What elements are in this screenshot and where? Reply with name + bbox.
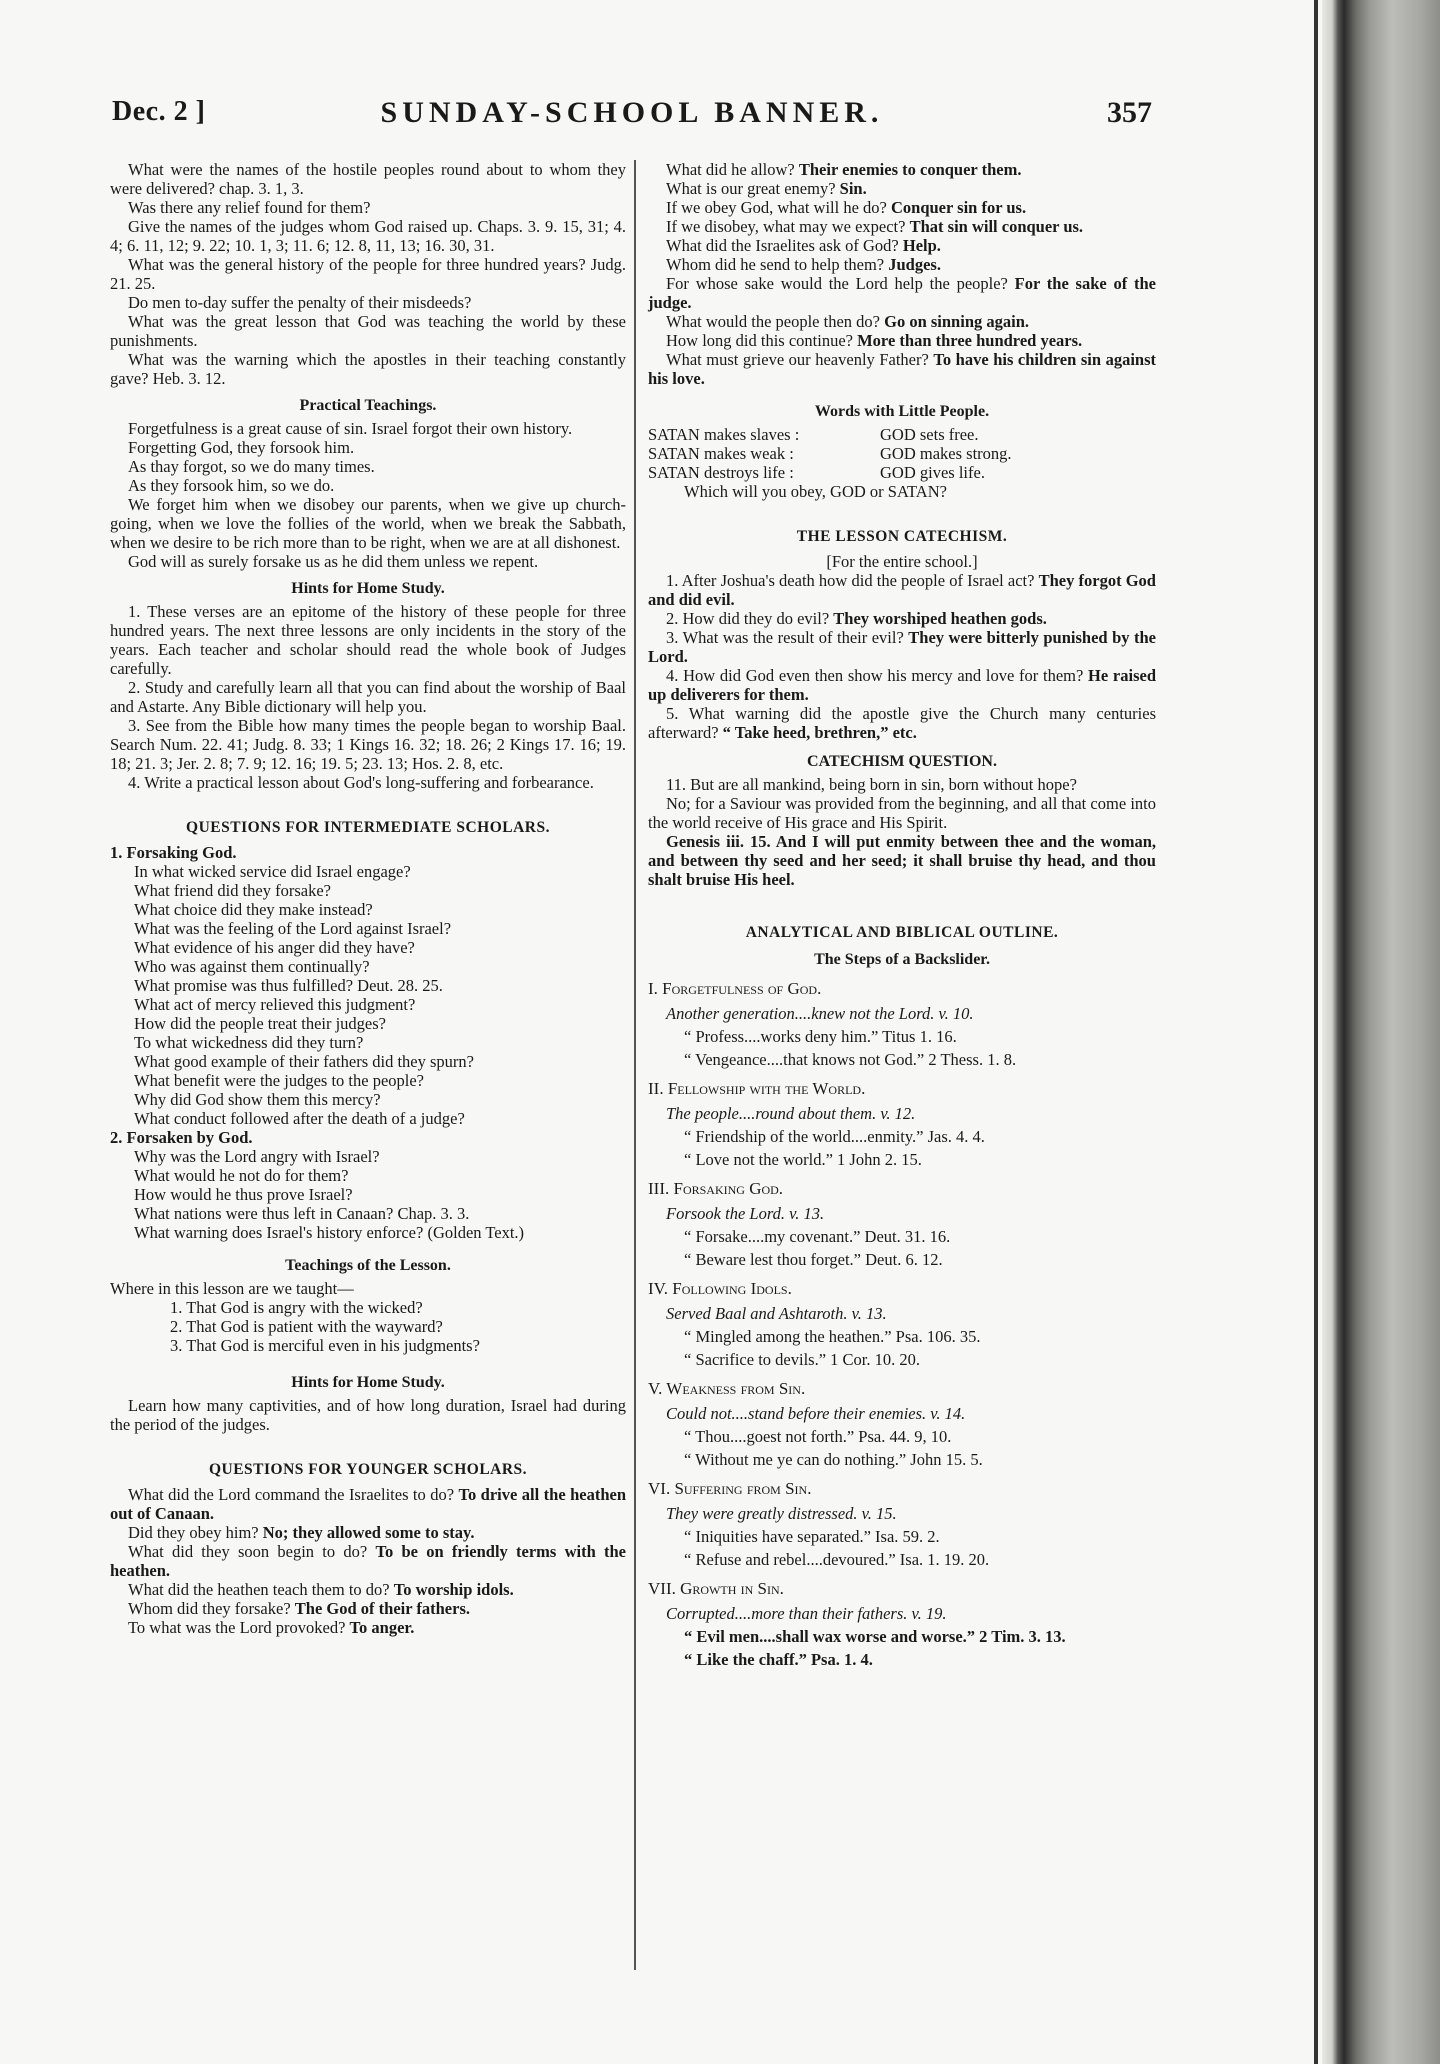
outline-quote: “ Without me ye can do nothing.” John 15. 5. — [684, 1450, 983, 1469]
paragraph: Forgetfulness is a great cause of sin. Israel forgot their own history. — [128, 419, 573, 438]
section-heading: QUESTIONS FOR YOUNGER SCHOLARS. — [208, 1461, 528, 1478]
paragraph: Where in this lesson are we taught— — [110, 1279, 354, 1298]
paragraph: No; for a Saviour was provided from the beginning, and all that come into the world receive of His grace and His Spirit. — [648, 794, 1156, 832]
question-text: What did he allow? — [666, 160, 795, 179]
question: What would he not do for them? — [134, 1166, 349, 1185]
qa-item — [648, 331, 1156, 350]
outline-item — [648, 1479, 1156, 1569]
words-left: SATAN destroys life : — [648, 463, 794, 482]
outline-item — [648, 1579, 1156, 1669]
answer-text: Judges. — [888, 255, 941, 274]
question-text: How long did this continue? — [666, 331, 853, 350]
question: What evidence of his anger did they have? — [134, 938, 415, 957]
question: What conduct followed after the death of a judge? — [134, 1109, 465, 1128]
outline-quote: “ Beware lest thou forget.” Deut. 6. 12. — [684, 1250, 943, 1269]
qa-item — [648, 217, 1156, 236]
qa-item — [648, 160, 1156, 179]
section-heading: THE LESSON CATECHISM. — [796, 528, 1008, 545]
outline-item — [648, 1079, 1156, 1169]
question-text: What did the Israelites ask of God? — [666, 236, 899, 255]
question: How did the people treat their judges? — [134, 1014, 387, 1033]
subsection-title — [110, 1128, 626, 1147]
question-text: 5. What warning did the apostle give the Church many centuries afterward? — [648, 704, 1156, 742]
section-heading: Hints for Home Study. — [291, 580, 445, 597]
answer-text: He raised up deliverers for them. — [648, 666, 1156, 704]
section-heading: Teachings of the Lesson. — [285, 1257, 451, 1274]
question: What friend did they forsake? — [134, 881, 332, 900]
answer-text: To be on friendly terms with the heathen. — [110, 1542, 626, 1580]
answer-text: To anger. — [349, 1618, 415, 1637]
outline-quote: “ Like the chaff.” Psa. 1. 4. — [684, 1650, 873, 1669]
outline-title: IV. Following Idols. — [648, 1279, 792, 1298]
page-edge — [1314, 0, 1318, 2064]
section-heading: Practical Teachings. — [299, 397, 437, 414]
column-rule — [634, 160, 636, 1970]
words-row — [648, 444, 1156, 463]
section-heading: Words with Little People. — [814, 403, 990, 420]
paragraph: What was the great lesson that God was teaching the world by these punishments. — [110, 312, 626, 350]
outline-title: VII. Growth in Sin. — [648, 1579, 784, 1598]
question-text: Whom did he send to help them? — [666, 255, 885, 274]
question: What act of mercy relieved this judgment? — [134, 995, 416, 1014]
answer-text: They forgot God and did evil. — [648, 571, 1156, 609]
question: Who was against them continually? — [134, 957, 370, 976]
outline-text: Another generation....knew not the Lord. v. 10. — [666, 1004, 974, 1023]
subheading: The Steps of a Backslider. — [814, 951, 990, 968]
page-number: 357 — [1107, 96, 1152, 129]
answer-text: That sin will conquer us. — [909, 217, 1084, 236]
answer-text: To worship idols. — [393, 1580, 514, 1599]
answer-text: The God of their fathers. — [294, 1599, 471, 1618]
subsection-title-text: 2. Forsaken by God. — [110, 1128, 253, 1147]
list-item: 2. That God is patient with the wayward? — [170, 1317, 443, 1336]
answer-text: To have his children sin against his love. — [648, 350, 1156, 388]
outline-quote: “ Love not the world.” 1 John 2. 15. — [684, 1150, 922, 1169]
words-right: GOD sets free. — [880, 425, 979, 444]
words-right: GOD gives life. — [880, 463, 985, 482]
qa-item — [648, 628, 1156, 666]
question: What benefit were the judges to the people? — [134, 1071, 425, 1090]
question: Why was the Lord angry with Israel? — [134, 1147, 380, 1166]
list-item: 1. That God is angry with the wicked? — [170, 1298, 423, 1317]
qa-item — [648, 704, 1156, 742]
outline-text: Served Baal and Ashtaroth. v. 13. — [666, 1304, 887, 1323]
outline-quote: “ Refuse and rebel....devoured.” Isa. 1. 19. 20. — [684, 1550, 990, 1569]
subheading: [For the entire school.] — [826, 552, 978, 571]
question-text: If we obey God, what will he do? — [666, 198, 887, 217]
question-text: What is our great enemy? — [666, 179, 836, 198]
outline-text: The people....round about them. v. 12. — [666, 1104, 916, 1123]
paragraph: Learn how many captivities, and of how long duration, Israel had during the period of the judges. — [110, 1396, 626, 1434]
outline-item — [648, 1279, 1156, 1369]
qa-item — [110, 1485, 626, 1523]
paragraph: God will as surely forsake us as he did them unless we repent. — [128, 552, 539, 571]
outline-text: Corrupted....more than their fathers. v. 19. — [666, 1604, 947, 1623]
qa-item — [110, 1523, 626, 1542]
answer-text: Go on sinning again. — [884, 312, 1029, 331]
paragraph: What was the warning which the apostles in their teaching constantly gave? Heb. 3. 12. — [110, 350, 626, 388]
outline-title: I. Forgetfulness of God. — [648, 979, 822, 998]
question: Why did God show them this mercy? — [134, 1090, 381, 1109]
question-text: What did they soon begin to do? — [128, 1542, 368, 1561]
question: In what wicked service did Israel engage? — [134, 862, 411, 881]
section-heading: Hints for Home Study. — [291, 1374, 445, 1391]
qa-item — [110, 1599, 626, 1618]
question-text: 4. How did God even then show his mercy and love for them? — [666, 666, 1084, 685]
outline-item — [648, 1379, 1156, 1469]
qa-item — [648, 198, 1156, 217]
outline-text: Forsook the Lord. v. 13. — [666, 1204, 825, 1223]
question: What promise was thus fulfilled? Deut. 28. 25. — [134, 976, 443, 995]
subsection-title — [110, 843, 626, 862]
qa-item — [648, 236, 1156, 255]
right-column — [648, 160, 1156, 1669]
words-row — [648, 463, 1156, 482]
qa-item — [110, 1618, 626, 1637]
outline-text: They were greatly distressed. v. 15. — [666, 1504, 897, 1523]
outline-title: VI. Suffering from Sin. — [648, 1479, 812, 1498]
question-text: If we disobey, what may we expect? — [666, 217, 906, 236]
qa-item — [648, 571, 1156, 609]
paragraph: 11. But are all mankind, being born in sin, born without hope? — [666, 775, 1077, 794]
words-right: GOD makes strong. — [880, 444, 1012, 463]
paragraph: 1. These verses are an epitome of the history of these people for three hundred years. The next three lessons are only incidents in the story of the years. Each teacher and scholar should read the whole book of Judges carefully. — [110, 602, 626, 678]
outline-quote: “ Mingled among the heathen.” Psa. 106. 35. — [684, 1327, 981, 1346]
question: What was the feeling of the Lord against Israel? — [134, 919, 452, 938]
question: How would he thus prove Israel? — [134, 1185, 353, 1204]
book-spine — [1322, 0, 1440, 2064]
question: What warning does Israel's history enforce? (Golden Text.) — [134, 1223, 525, 1242]
outline-title: V. Weakness from Sin. — [648, 1379, 806, 1398]
answer-text: Sin. — [839, 179, 867, 198]
answer-text: Their enemies to conquer them. — [798, 160, 1022, 179]
question: What nations were thus left in Canaan? Chap. 3. 3. — [134, 1204, 470, 1223]
header-title: SUNDAY-SCHOOL BANNER. — [380, 96, 884, 129]
qa-item — [648, 179, 1156, 198]
outline-quote: “ Evil men....shall wax worse and worse.” 2 Tim. 3. 13. — [684, 1627, 1066, 1646]
outline-quote: “ Vengeance....that knows not God.” 2 Thess. 1. 8. — [684, 1050, 1017, 1069]
section-heading: CATECHISM QUESTION. — [807, 753, 997, 770]
paragraph: 2. Study and carefully learn all that you can find about the worship of Baal and Astarte. Any Bible dictionary will help you. — [110, 678, 626, 716]
question-text: What did the heathen teach them to do? — [128, 1580, 390, 1599]
outline-quote: “ Profess....works deny him.” Titus 1. 16. — [684, 1027, 957, 1046]
outline-quote: “ Sacrifice to devils.” 1 Cor. 10. 20. — [684, 1350, 920, 1369]
question-text: To what was the Lord provoked? — [128, 1618, 346, 1637]
paragraph: Which will you obey, GOD or SATAN? — [684, 482, 947, 501]
outline-quote: “ Friendship of the world....enmity.” Jas. 4. 4. — [684, 1127, 985, 1146]
paragraph: Do men to-day suffer the penalty of their misdeeds? — [128, 293, 472, 312]
words-row — [648, 425, 1156, 444]
paragraph: What were the names of the hostile peoples round about to whom they were delivered? chap. 3. 1, 3. — [110, 160, 626, 198]
paragraph: Give the names of the judges whom God raised up. Chaps. 3. 9. 15, 31; 4. 4; 6. 11, 12; 9. 22; 10. 1, 3; 11. 6; 12. 8, 11, 13; 16. 30, 31. — [110, 217, 626, 255]
qa-item — [110, 1580, 626, 1599]
question: What good example of their fathers did they spurn? — [134, 1052, 474, 1071]
answer-text: More than three hundred years. — [857, 331, 1083, 350]
question-text: Did they obey him? — [128, 1523, 259, 1542]
question-text: 2. How did they do evil? — [666, 609, 830, 628]
outline-text: Could not....stand before their enemies. v. 14. — [666, 1404, 966, 1423]
question-text: Whom did they forsake? — [128, 1599, 291, 1618]
paragraph: What was the general history of the people for three hundred years? Judg. 21. 25. — [110, 255, 626, 293]
qa-item — [648, 666, 1156, 704]
outline-quote: “ Iniquities have separated.” Isa. 59. 2. — [684, 1527, 940, 1546]
words-left: SATAN makes weak : — [648, 444, 794, 463]
qa-item — [648, 255, 1156, 274]
question: To what wickedness did they turn? — [134, 1033, 364, 1052]
question-text: What would the people then do? — [666, 312, 880, 331]
answer-text: To drive all the heathen out of Canaan. — [110, 1485, 627, 1523]
question-text: For whose sake would the Lord help the people? — [666, 274, 1008, 293]
header-date: Dec. 2 ] — [112, 96, 206, 127]
outline-title: II. Fellowship with the World. — [648, 1079, 866, 1098]
answer-text: They worshiped heathen gods. — [833, 609, 1047, 628]
outline-item — [648, 979, 1156, 1069]
outline-quote: “ Thou....goest not forth.” Psa. 44. 9, 10. — [684, 1427, 952, 1446]
qa-item — [110, 1542, 626, 1580]
question-text: 3. What was the result of their evil? — [666, 628, 904, 647]
qa-item — [648, 350, 1156, 388]
answer-text: They were bitterly punished by the Lord. — [648, 628, 1156, 666]
paragraph: We forget him when we disobey our parents, when we give up church-going, when we love the follies of the world, when we break the Sabbath, when we desire to be rich more than to be right, when we are at all dishonest. — [110, 495, 626, 552]
paragraph: As thay forgot, so we do many times. — [128, 457, 375, 476]
outline-item — [648, 1179, 1156, 1269]
paragraph: 3. See from the Bible how many times the people began to worship Baal. Search Num. 22. 41; Judg. 8. 33; 1 Kings 16. 32; 18. 26; 2 Kings 17. 16; 19. 18; 21. 3; Jer. 2. 8; 7. 9; 12. 16; 19. 5; 23. 13; Hos. 2. 8, etc. — [110, 716, 626, 773]
qa-item — [648, 312, 1156, 331]
subsection-title-text: 1. Forsaking God. — [110, 843, 237, 862]
paragraph: As they forsook him, so we do. — [128, 476, 335, 495]
answer-text: Conquer sin for us. — [890, 198, 1027, 217]
question-text: What must grieve our heavenly Father? — [666, 350, 929, 369]
qa-item — [648, 274, 1156, 312]
paragraph: Was there any relief found for them? — [128, 198, 371, 217]
paragraph: Forgetting God, they forsook him. — [128, 438, 355, 457]
answer-text: “ Take heed, brethren,” etc. — [722, 723, 917, 742]
qa-item — [648, 609, 1156, 628]
question-text: 1. After Joshua's death how did the people of Israel act? — [666, 571, 1035, 590]
paragraph: Genesis iii. 15. And I will put enmity between thee and the woman, and between thy seed and her seed; it shall bruise thy head, and thou shalt bruise His heel. — [648, 832, 1156, 889]
question: What choice did they make instead? — [134, 900, 373, 919]
words-left: SATAN makes slaves : — [648, 425, 800, 444]
paragraph: 4. Write a practical lesson about God's long-suffering and forbearance. — [128, 773, 594, 792]
list-item: 3. That God is merciful even in his judgments? — [170, 1336, 480, 1355]
question-text: What did the Lord command the Israelites to do? — [128, 1485, 455, 1504]
outline-title: III. Forsaking God. — [648, 1179, 784, 1198]
outline-quote: “ Forsake....my covenant.” Deut. 31. 16. — [684, 1227, 951, 1246]
section-heading: ANALYTICAL AND BIBLICAL OUTLINE. — [745, 924, 1059, 941]
answer-text: Help. — [902, 236, 941, 255]
answer-text: For the sake of the judge. — [648, 274, 1156, 312]
running-header — [112, 96, 1152, 140]
answer-text: No; they allowed some to stay. — [262, 1523, 475, 1542]
section-heading: QUESTIONS FOR INTERMEDIATE SCHOLARS. — [186, 819, 550, 836]
left-column — [110, 160, 626, 1637]
